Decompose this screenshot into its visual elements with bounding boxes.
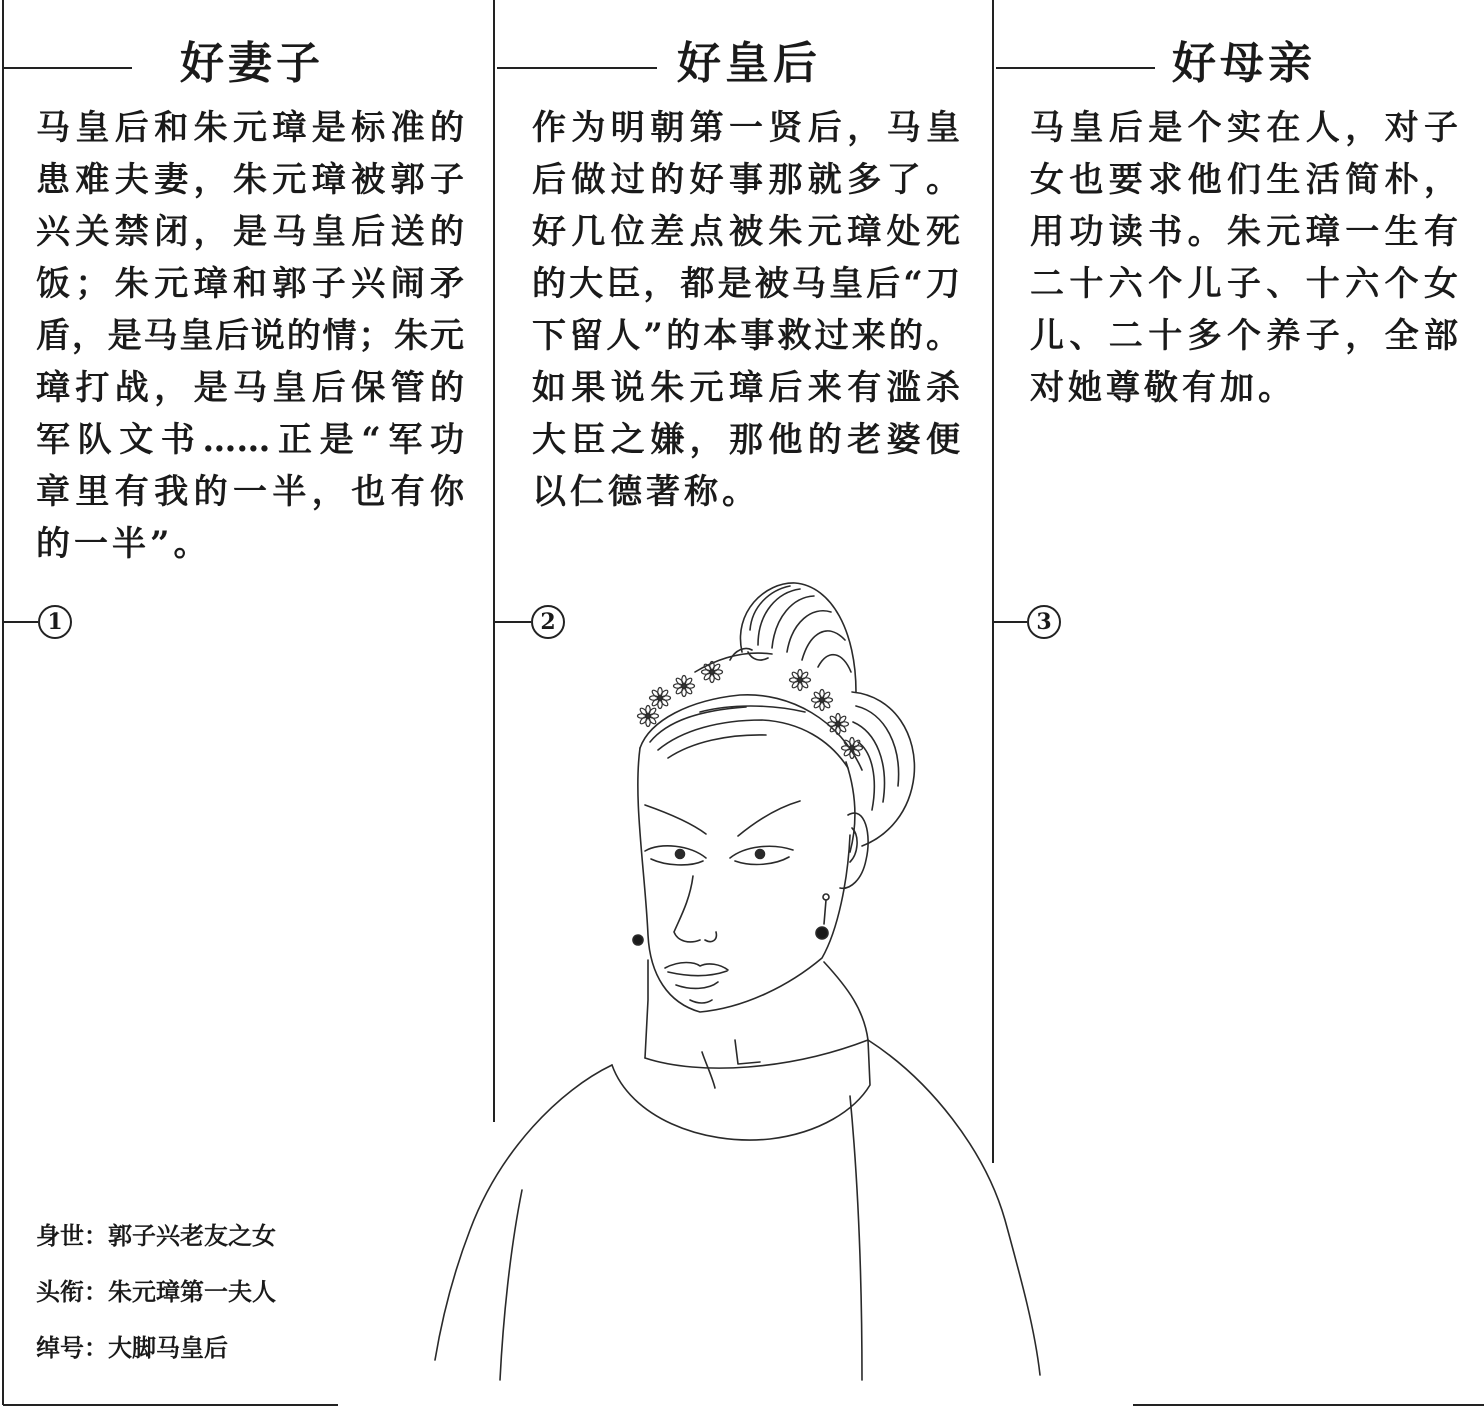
text-line: 兴关禁闭，是马皇后送的 (36, 212, 464, 252)
robe-neckline (612, 1040, 870, 1140)
heading-good-wife: 好妻子 (180, 38, 324, 89)
text-line: 儿、二十多个养子，全部 (1030, 316, 1458, 356)
hair-flower (842, 738, 863, 759)
text-line: 下留人”的本事救过来的。 (532, 316, 960, 356)
text-line: 大臣之嫌，那他的老婆便 (532, 420, 960, 460)
text-line: 以仁德著称。 (532, 472, 760, 512)
profile-value: 大脚马皇后 (108, 1334, 228, 1362)
profile-value: 朱元璋第一夫人 (108, 1278, 276, 1306)
hair-flower (790, 670, 811, 691)
text-line: 马皇后和朱元璋是标准的 (36, 108, 464, 148)
profile-label: 头衔： (36, 1278, 108, 1306)
text-line: 章里有我的一半，也有你 (36, 472, 464, 512)
robe-right-fold (850, 1096, 862, 1380)
profile-info (36, 1222, 276, 1390)
profile-row-title (36, 1278, 276, 1334)
text-line: 作为明朝第一贤后，马皇 (532, 108, 960, 148)
profile-label: 绰号： (36, 1334, 108, 1362)
heading-good-empress: 好皇后 (677, 38, 821, 89)
heading-good-mother: 好母亲 (1172, 38, 1316, 89)
hair-front (640, 695, 862, 852)
hair-flowers (638, 662, 863, 759)
text-line: 饭；朱元璋和郭子兴闹矛 (36, 264, 464, 304)
left-eyebrow (645, 805, 706, 834)
text-line: 用功读书。朱元璋一生有 (1030, 212, 1458, 252)
text-line: 女也要求他们生活简朴， (1030, 160, 1458, 200)
robe-left-shoulder (435, 1065, 612, 1360)
hair-flower (828, 714, 849, 735)
profile-row-nickname (36, 1334, 276, 1390)
high-collar (645, 960, 868, 1088)
robe-left-fold (500, 1190, 522, 1380)
hair-flower (638, 706, 659, 727)
profile-label: 身世： (36, 1222, 108, 1250)
text-line: 如果说朱元璋后来有滥杀 (532, 368, 960, 408)
text-line: 的一半”。 (36, 524, 212, 564)
hair-flower (674, 676, 695, 697)
text-line: 好几位差点被朱元璋处死 (532, 212, 960, 252)
hair-flower (702, 662, 723, 683)
right-ear (840, 813, 868, 888)
column-3-text (1030, 102, 1458, 414)
mouth (665, 963, 728, 989)
hair-flower (812, 690, 833, 711)
right-earring (816, 894, 829, 939)
hair-side-bun (852, 692, 914, 846)
left-earring (633, 935, 643, 945)
nose (674, 876, 716, 942)
text-line: 军队文书……正是“军功 (36, 420, 464, 460)
column-1-text (36, 102, 464, 570)
right-eyebrow (738, 801, 800, 836)
text-line: 二十六个儿子、十六个女 (1030, 264, 1458, 304)
chin-line (690, 1000, 712, 1003)
right-eye (730, 846, 793, 864)
column-2-text (532, 102, 960, 518)
profile-row-background (36, 1222, 276, 1278)
profile-value: 郭子兴老友之女 (108, 1222, 276, 1250)
face-outline (638, 748, 850, 1012)
hair-flower (650, 688, 671, 709)
section-number-3: 3 (1027, 605, 1061, 639)
robe-right-shoulder (868, 1040, 1040, 1375)
text-line: 患难夫妻，朱元璋被郭子 (36, 160, 464, 200)
hair-top-bun (740, 583, 856, 692)
text-line: 对她尊敬有加。 (1030, 368, 1296, 408)
text-line: 盾，是马皇后说的情；朱元 (36, 316, 464, 356)
text-line: 的大臣，都是被马皇后“刀 (532, 264, 960, 304)
text-line: 后做过的好事那就多了。 (532, 160, 960, 200)
section-number-2: 2 (531, 605, 565, 639)
section-number-1: 1 (38, 605, 72, 639)
text-line: 璋打战，是马皇后保管的 (36, 368, 464, 408)
empress-ma-portrait (435, 583, 1040, 1380)
text-line: 马皇后是个实在人，对子 (1030, 108, 1458, 148)
left-eye (645, 846, 706, 865)
hairpin (695, 648, 772, 672)
